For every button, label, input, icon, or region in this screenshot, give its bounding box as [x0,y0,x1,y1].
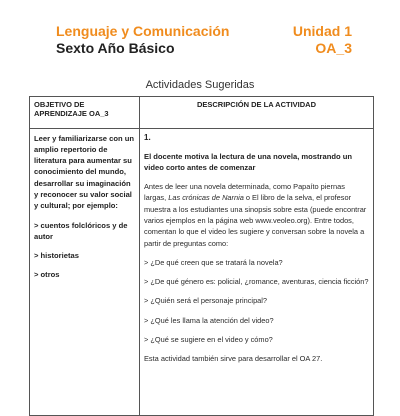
activity-note: Esta actividad también sirve para desarrollar el OA 27. [144,354,323,364]
document-header-right [293,23,352,57]
question-item: > ¿Qué se sugiere en el video y cómo? [144,335,273,345]
objective-list-item: > otros [34,269,60,279]
table-header-row [30,97,374,129]
objective-list-item: > historietas [34,250,79,260]
question-item: > ¿De qué creen que se tratará la novela? [144,257,283,267]
question-item: > ¿Quién será el personaje principal? [144,296,268,306]
activity-description [144,181,369,249]
document-header-left [56,23,229,57]
description-text-end: o El libro de la selva, el profesor muestra a los estudiantes una sinopsis sobre esta (puede encontrar varios ejemplos en la página web www.veoleo.org). Entre todos, comentan lo que el video les sugiere y conversan sobre la novela a partir de preguntas como: [144,193,367,248]
objective-cell [30,128,140,415]
activities-table [29,96,374,416]
activity-number: 1. [144,132,151,142]
objective-list-item: > cuentos folclóricos y de autor [34,220,128,241]
objective-column-header [30,97,140,129]
description-book-title: Las crónicas de Narnia [168,193,244,203]
course-title: Sexto Año Básico [56,40,175,56]
question-item: > ¿Qué les llama la atención del video? [144,315,274,325]
description-column-header [140,97,374,129]
question-item: > ¿De qué género es: policial, ¿romance, aventuras, ciencia ficción? [144,277,369,287]
table-row [30,128,374,415]
description-cell [140,128,374,415]
oa-label: OA_3 [315,40,352,56]
unit-label: Unidad 1 [292,23,352,39]
section-title: Actividades Sugeridas [145,79,255,91]
subject-title: Lenguaje y Comunicación [56,23,230,39]
activity-intro: El docente motiva la lectura de una novela, mostrando un video corto antes de comenzar [144,151,353,172]
objective-header-text: OBJETIVO DE APRENDIZAJE OA_3 [34,100,109,118]
objective-text: Leer y familiarizarse con un amplio repertorio de literatura para aumentar su conocimiento del mundo, desarrollar su imaginación y reconocer su valor social y cultural; por ejemplo: [34,133,135,211]
description-header-text: DESCRIPCIÓN DE LA ACTIVIDAD [196,100,317,109]
description-text-start: Antes de leer una novela determinada, como Papaíto piernas largas, [144,182,345,203]
